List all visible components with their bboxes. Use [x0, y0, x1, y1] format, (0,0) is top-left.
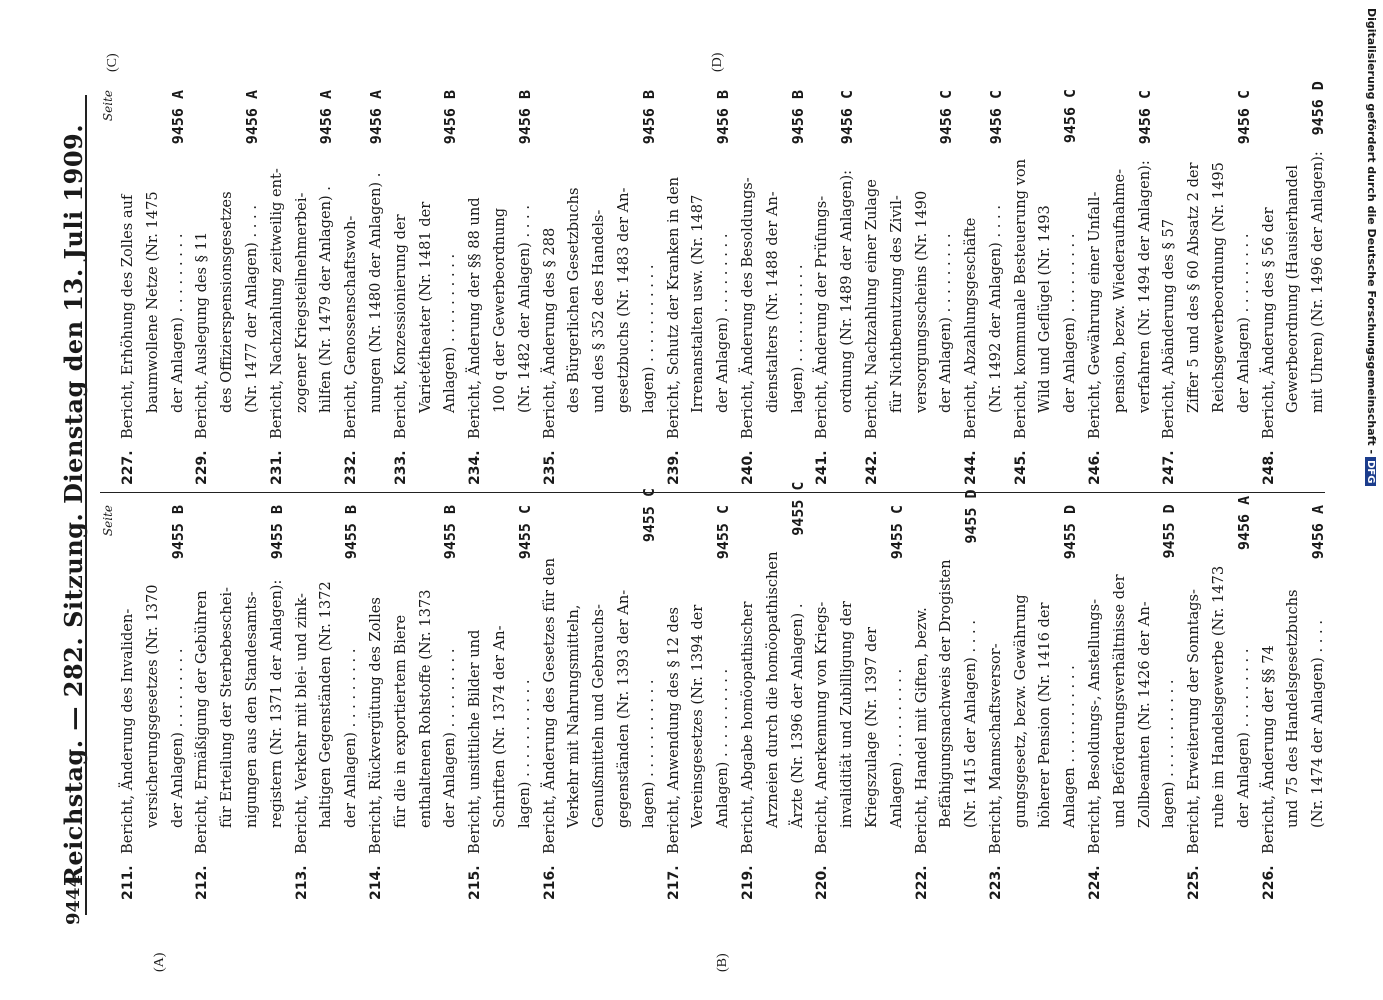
entry-line: ordnung (Nr. 1489 der Anlagen): — [838, 169, 856, 413]
margin-mark-c: (C) — [105, 53, 120, 72]
page-reference: 9455 B — [168, 505, 187, 560]
entry-line: nungen (Nr. 1480 der Anlagen) . — [366, 172, 384, 413]
list-item — [265, 90, 339, 485]
entry-line: dienstalters (Nr. 1488 der An- — [763, 191, 781, 413]
entry-line: Bericht, Abgabe homöopathischer — [738, 601, 756, 854]
entry-text — [339, 90, 389, 439]
page-reference: 9456 C — [986, 90, 1005, 145]
entry-number: 233. — [392, 450, 409, 485]
page-title: Reichstag. — 282. Sitzung. Dienstag den 13. Juli 1909. — [59, 123, 88, 887]
list-item — [1083, 505, 1182, 900]
entry-line: gungsgesetz, bezw. Gewährung — [1011, 594, 1029, 828]
margin-mark-d: (D) — [710, 52, 725, 72]
entry-line: und des § 352 des Handels- — [590, 209, 608, 413]
entry-line: lagen) . . . . . . . . . . . — [788, 264, 806, 413]
entry-line: baumwollene Netze (Nr. 1475 — [143, 191, 161, 413]
page-reference: 9456 C — [1061, 88, 1080, 144]
entry-text — [662, 90, 736, 439]
page-number: 9444 — [63, 874, 84, 925]
entry-line: Verkehr mit Nahrungsmitteln, — [565, 604, 583, 828]
entry-text — [910, 489, 984, 854]
entry-number: 245. — [1012, 450, 1029, 485]
entry-line: Genußmitteln und Gebrauchs- — [590, 604, 608, 828]
entry-number: 211. — [120, 865, 136, 900]
entry-line: der Anlagen) . . . . . . . . . — [1234, 648, 1252, 828]
entry-line: Bericht, kommunale Besteuerung von — [1011, 158, 1029, 439]
entry-text — [1083, 504, 1182, 854]
entry-line: Gewerbeordnung (Hausierhandel — [1284, 164, 1302, 413]
entry-line: Bericht, Änderung des § 288 — [540, 227, 558, 439]
entry-number: 234. — [467, 450, 484, 485]
entry-number: 225. — [1186, 865, 1203, 900]
entry-line: lagen) . . . . . . . . . . . — [515, 679, 533, 828]
entry-line: der Anlagen) . . . . . . . . . — [1061, 233, 1079, 413]
page-reference: 9456 A — [1309, 505, 1328, 560]
entry-line: Bericht, Änderung des Gesetzes für den — [540, 557, 558, 854]
entry-number: 235. — [541, 450, 558, 485]
entry-text — [116, 90, 190, 439]
entry-line: für Nichtbenutzung des Zivil- — [887, 195, 905, 413]
entry-line: haltigen Gegenständen (Nr. 1372 — [317, 581, 335, 828]
entry-line: des Offizierspensionsgesetzes — [218, 191, 236, 413]
entry-number: 216. — [541, 865, 558, 900]
list-item — [736, 481, 810, 900]
entry-list-left — [116, 481, 1331, 900]
page-reference: 9455 D — [962, 489, 981, 544]
running-head — [55, 25, 95, 985]
entry-number: 239. — [665, 450, 682, 485]
margin-mark-b: (B) — [715, 953, 730, 972]
list-item — [190, 505, 289, 900]
list-item — [538, 90, 662, 485]
page-reference: 9456 C — [838, 90, 857, 145]
entry-line: des Bürgerlichen Gesetzbuchs — [565, 187, 583, 413]
entry-text — [463, 90, 537, 439]
page-reference: 9456 B — [441, 90, 460, 145]
list-item — [984, 505, 1083, 900]
entry-line: Bericht, Konzessionierung der — [391, 214, 409, 439]
entry-text — [959, 90, 1009, 439]
page-reference: 9456 B — [714, 90, 733, 145]
page-reference: 9455 C — [639, 487, 658, 543]
entry-number: 223. — [987, 865, 1004, 900]
entry-number: 229. — [194, 450, 211, 485]
entry-text — [364, 505, 463, 854]
entry-line: höherer Pension (Nr. 1416 der — [1036, 602, 1054, 828]
entry-line: Bericht, Anerkennung von Kriegs- — [813, 601, 831, 854]
page-reference: 9456 A — [1234, 495, 1253, 551]
entry-line: Ziffer 5 und des § 60 Absatz 2 der — [1185, 162, 1203, 413]
entry-text — [190, 505, 289, 854]
entry-line: nigungen aus den Standesamts- — [242, 591, 260, 828]
list-item — [959, 90, 1009, 485]
entry-line: Bericht, Änderung der §§ 74 — [1259, 645, 1277, 854]
entry-line: Zollbeamten (Nr. 1426 der An- — [1135, 601, 1153, 828]
entry-line: (Nr. 1482 der Anlagen) . . . . — [515, 205, 533, 413]
page-reference: 9456 B — [639, 90, 658, 145]
list-item — [1157, 90, 1256, 485]
seite-label: Seite — [101, 90, 115, 122]
entry-line: versicherungsgesetzes (Nr. 1370 — [143, 584, 161, 828]
entry-text — [1257, 505, 1331, 854]
entry-text — [538, 488, 662, 854]
entry-line: Schriften (Nr. 1374 der An- — [490, 625, 508, 828]
entry-line: ruhe im Handelsgewerbe (Nr. 1473 — [1210, 565, 1228, 828]
entry-line: für Erteilung der Sterbebeschei- — [218, 587, 236, 828]
entry-number: 212. — [194, 865, 211, 900]
entry-text — [736, 482, 810, 854]
entry-line: mit Uhren) (Nr. 1496 der Anlagen): — [1309, 151, 1327, 413]
entry-line: (Nr. 1474 der Anlagen) . . . . — [1309, 620, 1327, 828]
entry-line: lagen) . . . . . . . . . . . — [639, 264, 657, 413]
entry-line: Ärzte (Nr. 1396 der Anlagen) . — [788, 603, 806, 828]
entry-line: Bericht, Auslegung des § 11 — [193, 231, 211, 439]
entry-text — [1182, 496, 1256, 854]
entry-line: Bericht, Handel mit Giften, bezw. — [912, 607, 930, 854]
page-reference: 9455 B — [342, 505, 361, 560]
entry-line: 100 q der Gewerbeordnung — [490, 207, 508, 413]
entry-text — [662, 505, 736, 854]
entry-line: Anlagen) . . . . . . . . . . — [441, 253, 459, 413]
entry-line: und 75 des Handelsgesetzbuchs — [1284, 589, 1302, 828]
page-reference: 9456 A — [168, 90, 187, 145]
entry-line: der Anlagen) . . . . . . . . . — [342, 648, 360, 828]
list-item — [1257, 81, 1331, 485]
entry-text — [1009, 89, 1083, 439]
entry-number: 244. — [963, 450, 980, 485]
entry-line: (Nr. 1477 der Anlagen) . . . . — [242, 205, 260, 413]
entry-number: 227. — [120, 450, 136, 485]
entry-line: zogener Kriegsteilnehmerbei- — [292, 192, 310, 413]
page-reference: 9456 A — [317, 90, 336, 145]
seite-label: Seite — [101, 505, 115, 537]
page-reference: 9456 C — [1234, 90, 1253, 145]
page-reference: 9455 C — [887, 505, 906, 560]
entry-line: Bericht, Nachzahlung zeitweilig ent- — [267, 168, 285, 439]
entry-text — [1157, 90, 1256, 439]
entry-line: Bericht, Abzahlungsgeschäfte — [962, 217, 980, 439]
page-reference: 9456 A — [366, 90, 385, 145]
entry-line: Bericht, Erweiterung der Sonntags- — [1185, 589, 1203, 854]
entry-line: Bericht, Schutz der Kranken in den — [664, 176, 682, 439]
entry-line: Bericht, Anwendung des § 12 des — [664, 606, 682, 854]
entry-list-right — [116, 81, 1331, 485]
entry-line: der Anlagen) . . . . . . . . . — [441, 648, 459, 828]
entry-line: Reichsgewerbeordnung (Nr. 1495 — [1210, 162, 1228, 413]
entry-line: der Anlagen) . . . . . . . . . — [1234, 233, 1252, 413]
entry-line: Bericht, Ermäßigung der Gebühren — [193, 590, 211, 854]
entry-line: Bericht, Änderung des § 56 der — [1259, 207, 1277, 439]
entry-number: 222. — [913, 865, 930, 900]
page-reference: 9455 C — [788, 481, 807, 536]
entry-text — [984, 505, 1083, 854]
column-divider — [100, 492, 1325, 493]
list-item — [339, 90, 389, 485]
entry-text — [265, 90, 339, 439]
left-column — [100, 481, 1331, 900]
entry-line: Wild und Geflügel (Nr. 1493 — [1036, 205, 1054, 413]
page-reference: 9455 B — [267, 505, 286, 560]
entry-number: 232. — [343, 450, 360, 485]
list-item — [463, 505, 537, 900]
entry-line: Bericht, Verkehr mit blei- und zink- — [292, 593, 310, 854]
entry-text — [463, 505, 537, 854]
digitization-credit — [1366, 8, 1376, 992]
entry-text — [860, 90, 959, 439]
list-item — [860, 90, 959, 485]
entry-line: Bericht, Änderung des Besoldungs- — [738, 177, 756, 439]
list-item — [190, 90, 264, 485]
list-item — [1083, 90, 1157, 485]
list-item — [1182, 495, 1256, 900]
entry-number: 226. — [1260, 865, 1277, 900]
list-item — [662, 505, 736, 900]
page-reference: 9455 C — [714, 505, 733, 560]
entry-number: 224. — [1087, 865, 1104, 900]
list-item — [389, 90, 463, 485]
list-item — [463, 90, 537, 485]
entry-line: Irrenanstalten usw. (Nr. 1487 — [689, 194, 707, 413]
entry-text — [538, 90, 662, 439]
entry-text — [810, 505, 909, 854]
list-item — [364, 505, 463, 900]
entry-line: Bericht, Abänderung des § 57 — [1160, 218, 1178, 439]
entry-line: gesetzbuchs (Nr. 1483 der An- — [614, 187, 632, 413]
page-reference: 9456 B — [788, 90, 807, 145]
list-item — [1257, 505, 1331, 900]
page-reference: 9456 C — [1135, 90, 1154, 145]
credit-text: Digitalisierung gefördert durch die Deutsche Forschungsgemeinschaft - — [1365, 8, 1378, 455]
page-reference: 9455 B — [441, 505, 460, 560]
entry-line: Bericht, Erhöhung des Zolles auf — [119, 194, 136, 439]
entry-line: Bericht, Gewährung einer Unfall- — [1086, 191, 1104, 439]
entry-line: Bericht, Mannschaftsversor- — [986, 643, 1004, 854]
entry-text — [1083, 90, 1157, 439]
entry-line: Anlagen . . . . . . . . . . . — [1061, 665, 1079, 828]
entry-number: 213. — [293, 865, 310, 900]
page-reference: 9456 D — [1309, 81, 1328, 136]
entry-line: Bericht, Änderung des Invaliden- — [119, 608, 136, 854]
entry-text — [116, 505, 190, 854]
page-reference: 9456 C — [937, 90, 956, 145]
right-column — [100, 81, 1331, 485]
header-rule — [85, 95, 87, 915]
entry-line: Arzneien durch die homöopathischen — [763, 551, 781, 828]
entry-text — [1257, 81, 1331, 439]
list-item — [810, 90, 860, 485]
entry-line: invalidität und Zubilligung der — [838, 601, 856, 828]
entry-number: 242. — [863, 450, 880, 485]
page-reference: 9455 C — [515, 505, 534, 560]
entry-number: 248. — [1260, 450, 1277, 485]
entry-text — [810, 90, 860, 439]
list-item — [662, 90, 736, 485]
entry-line: der Anlagen) . . . . . . . . . — [168, 233, 186, 413]
entry-line: Bericht, Genossenschaftswoh- — [342, 215, 360, 439]
entry-line: Bericht, Änderung der §§ 88 und — [466, 197, 484, 439]
entry-line: (Nr. 1492 der Anlagen) . . . . — [986, 205, 1004, 413]
list-item — [910, 489, 984, 900]
entry-line: gegenständen (Nr. 1393 der An- — [614, 589, 632, 828]
entry-line: Kriegszulage (Nr. 1397 der — [862, 627, 880, 828]
entry-text — [389, 90, 463, 439]
list-item — [290, 505, 364, 900]
entry-line: registern (Nr. 1371 der Anlagen): — [267, 579, 285, 828]
entry-line: Anlagen) . . . . . . . . . . — [714, 668, 732, 828]
margin-mark-a: (A) — [152, 952, 167, 972]
list-item — [116, 90, 190, 485]
entry-number: 247. — [1161, 450, 1178, 485]
entry-line: Befähigungsnachweis der Drogisten — [937, 559, 955, 828]
entry-line: Bericht, Rückvergütung des Zolles — [366, 597, 384, 854]
list-item — [116, 505, 190, 900]
entry-line: enthaltenen Rohstoffe (Nr. 1373 — [416, 589, 434, 828]
entry-line: pension, bezw. Wiederaufnahme- — [1110, 168, 1128, 413]
entry-line: Vereinsgesetzes (Nr. 1394 der — [689, 604, 707, 828]
entry-line: lagen) . . . . . . . . . . . — [639, 679, 657, 828]
list-item — [1009, 90, 1083, 485]
entry-number: 219. — [739, 865, 756, 900]
entry-line: und Beförderungsverhältnisse der — [1110, 574, 1128, 828]
entry-line: Bericht, Änderung der Prüfungs- — [813, 195, 831, 439]
entry-line: versorgungsscheins (Nr. 1490 — [912, 190, 930, 413]
entry-number: 215. — [467, 865, 484, 900]
entry-line: hilfen (Nr. 1479 der Anlagen) . — [317, 186, 335, 413]
entry-line: Bericht, unsittliche Bilder und — [466, 629, 484, 854]
entry-number: 246. — [1087, 450, 1104, 485]
entry-number: 231. — [268, 450, 285, 485]
entry-number: 220. — [814, 865, 831, 900]
page-reference: 9455 D — [1061, 505, 1080, 560]
entry-line: (Nr. 1415 der Anlagen) . . . . — [962, 620, 980, 828]
entry-number: 241. — [814, 450, 831, 485]
page-reference: 9456 A — [242, 90, 261, 145]
dfg-logo: DFG — [1365, 457, 1376, 486]
entry-line: der Anlagen) . . . . . . . . . — [714, 233, 732, 413]
list-item — [810, 505, 909, 900]
entry-line: für die in exportiertem Biere — [391, 614, 409, 828]
entry-line: verfahren (Nr. 1494 der Anlagen): — [1135, 160, 1153, 413]
entry-text — [290, 505, 364, 854]
entry-line: Bericht, Nachzahlung einer Zulage — [862, 179, 880, 439]
entry-number: 240. — [739, 450, 756, 485]
entry-number: 214. — [367, 865, 384, 900]
entry-line: Anlagen) . . . . . . . . . . — [887, 668, 905, 828]
entry-line: Bericht, Besoldungs-, Anstellungs- — [1086, 598, 1104, 854]
list-item — [736, 90, 810, 485]
entry-text — [190, 90, 264, 439]
entry-line: Varietétheater (Nr. 1481 der — [416, 201, 434, 413]
entry-text — [736, 90, 810, 439]
page-reference: 9455 D — [1160, 504, 1179, 559]
entry-number: 217. — [665, 865, 682, 900]
page-reference: 9456 B — [515, 90, 534, 145]
list-item — [538, 487, 662, 900]
entry-line: der Anlagen) . . . . . . . . . — [937, 233, 955, 413]
entry-line: der Anlagen) . . . . . . . . . — [168, 648, 186, 828]
entry-line: lagen) . . . . . . . . . . . — [1160, 679, 1178, 828]
